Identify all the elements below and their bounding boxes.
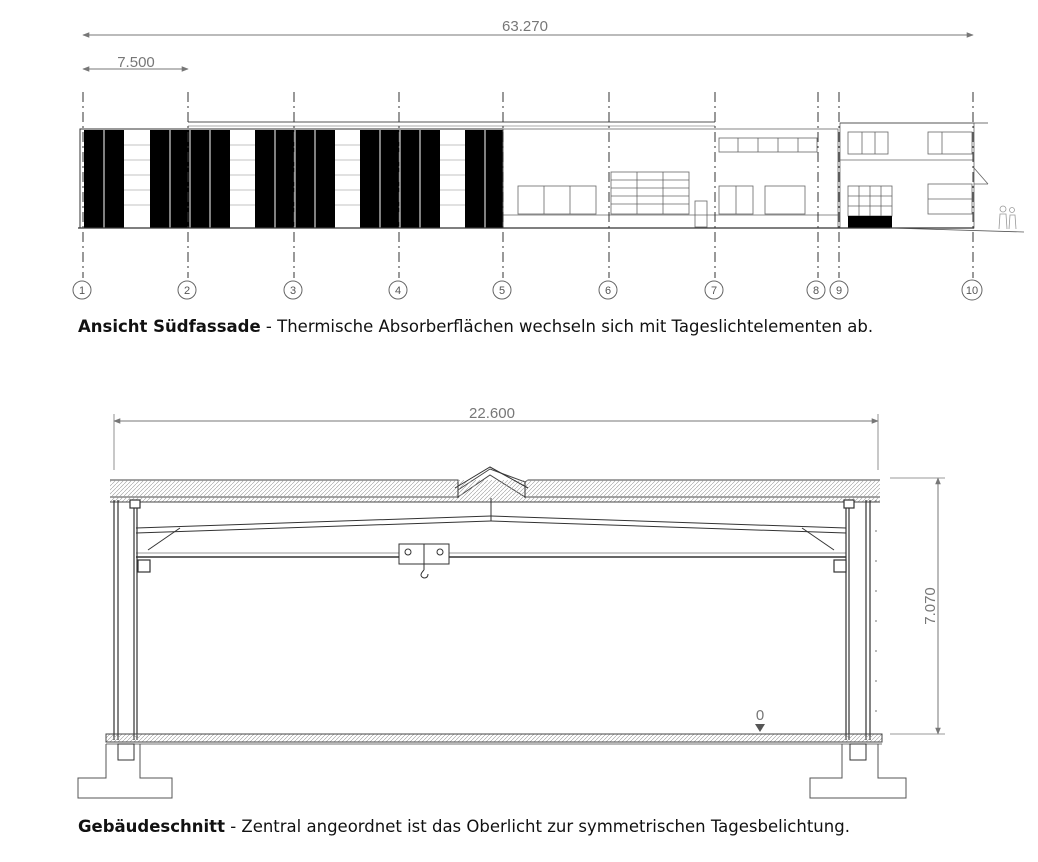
total-dimension-label: 63.270	[502, 18, 548, 35]
svg-text:8: 8	[812, 285, 820, 297]
svg-text:2: 2	[183, 285, 191, 297]
roof-truss	[136, 516, 846, 557]
bay-dimension-label: 7.500	[117, 54, 155, 71]
svg-text:1: 1	[78, 285, 86, 297]
section-caption-title: Gebäudeschnitt	[78, 817, 225, 836]
axis-label-4	[389, 281, 407, 299]
elevation-caption-title: Ansicht Südfassade	[78, 317, 261, 336]
floor-slab	[106, 734, 882, 744]
entrance-door	[848, 216, 892, 228]
office-building	[840, 123, 988, 228]
axis-label-8	[807, 281, 825, 299]
section-caption-text: - Zentral angeordnet ist das Oberlicht zur symmetrischen Tagesbelichtung.	[224, 817, 850, 836]
section-width-dimension	[114, 405, 878, 470]
axis-label-6	[599, 281, 617, 299]
roof-construction	[110, 469, 880, 502]
level-marker	[755, 707, 765, 732]
bay-dimension-line	[83, 54, 188, 71]
section-height-dimension	[890, 478, 945, 734]
south-elevation	[73, 18, 1024, 300]
level-marker-label: 0	[755, 707, 765, 724]
hall-facade-right	[503, 129, 838, 228]
foundations	[78, 744, 906, 798]
axis-label-1	[73, 281, 91, 299]
total-dimension-line	[83, 18, 973, 35]
section-height-label: 7.070	[922, 587, 939, 625]
axis-labels	[73, 280, 982, 300]
axis-label-3	[284, 281, 302, 299]
axis-label-9	[830, 281, 848, 299]
axis-label-7	[705, 281, 723, 299]
columns	[114, 500, 870, 740]
svg-text:4: 4	[394, 285, 402, 297]
person-figure-icon	[999, 206, 1016, 229]
axis-label-10	[962, 280, 982, 300]
axis-label-2	[178, 281, 196, 299]
svg-text:10: 10	[965, 285, 979, 297]
svg-text:3: 3	[289, 285, 297, 297]
svg-text:6: 6	[604, 285, 612, 297]
building-section	[78, 405, 945, 798]
elevation-caption	[78, 317, 873, 336]
crane-hook-icon	[399, 544, 449, 578]
svg-text:5: 5	[498, 285, 506, 297]
svg-text:7: 7	[710, 285, 718, 297]
axis-label-5	[493, 281, 511, 299]
section-caption	[78, 817, 850, 836]
elevation-caption-text: - Thermische Absorberflächen wechseln sich mit Tageslichtelementen ab.	[260, 317, 874, 336]
svg-text:9: 9	[835, 285, 843, 297]
section-width-label: 22.600	[469, 405, 515, 422]
